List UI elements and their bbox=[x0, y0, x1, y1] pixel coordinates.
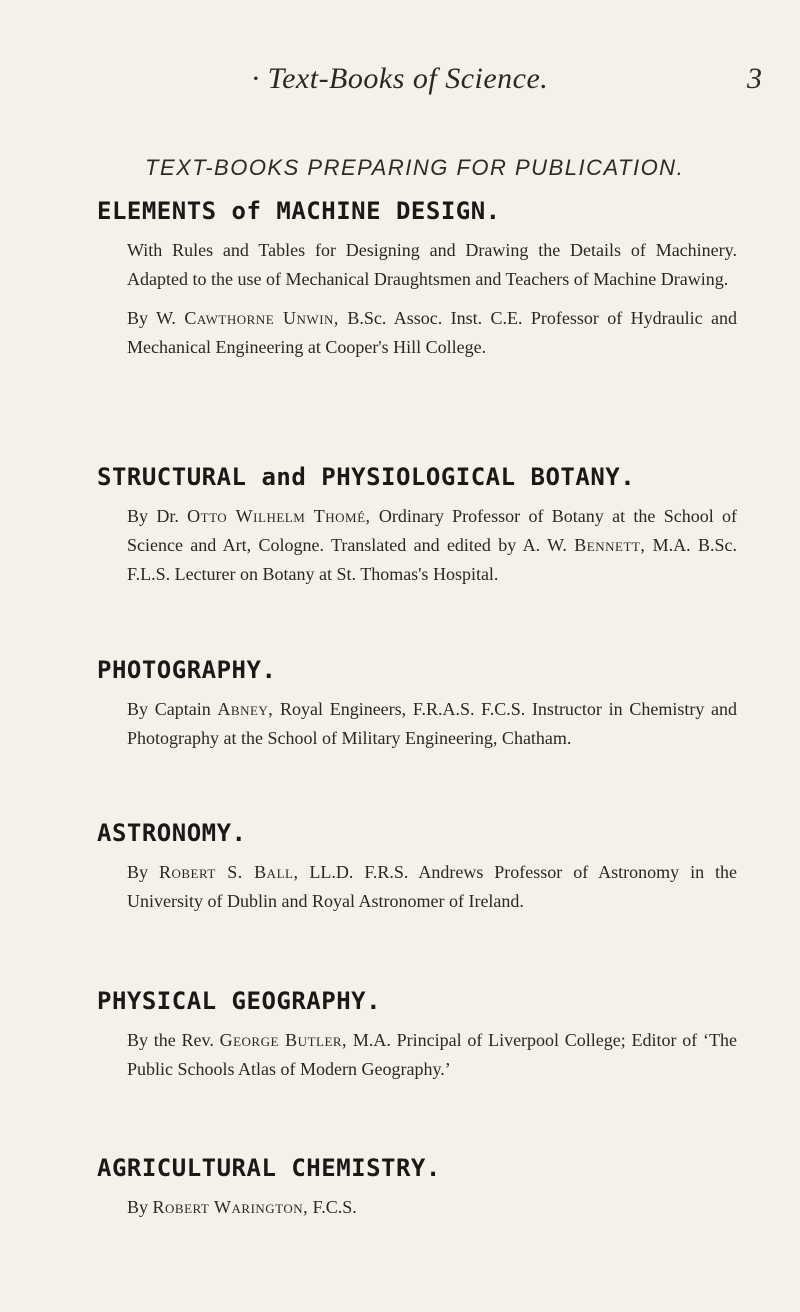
entry-physical-geography bbox=[97, 986, 737, 1094]
author-details: M.A. Principal of Liverpool College; Editor of ‘The Public Schools Atlas of Modern Geography.’ bbox=[127, 1030, 738, 1079]
entry-author bbox=[127, 502, 737, 589]
author-details: F.C.S. bbox=[312, 1197, 357, 1217]
running-head bbox=[0, 62, 800, 102]
author-prefix: By the Rev. bbox=[127, 1030, 214, 1050]
entry-heading: ASTRONOMY. bbox=[97, 819, 247, 847]
entry-author bbox=[127, 1026, 737, 1084]
entry-heading: PHOTOGRAPHY. bbox=[97, 656, 277, 684]
author-name: Cawthorne Unwin, bbox=[184, 308, 339, 328]
author-details: Ordinary Professor of Botany at the School of Science and Art, Cologne. Translated and edited by A. W. bbox=[127, 506, 738, 555]
entry-heading: ELEMENTS of MACHINE DESIGN. bbox=[97, 197, 501, 225]
entry-heading: AGRICULTURAL CHEMISTRY. bbox=[97, 1154, 441, 1182]
entry-heading: STRUCTURAL and PHYSIOLOGICAL BOTANY. bbox=[97, 463, 636, 491]
entry-description: With Rules and Tables for Designing and Drawing the Details of Machinery. Adapted to the use of Mechanical Draughtsmen and Teachers of Machine Drawing. bbox=[127, 240, 737, 289]
entry-machine-design bbox=[97, 196, 737, 372]
page-number: 3 bbox=[747, 62, 762, 95]
running-head-title: · Text-Books of Science. bbox=[251, 62, 549, 95]
entry-agricultural-chemistry bbox=[97, 1153, 737, 1232]
entry-author bbox=[127, 858, 737, 916]
entry-author bbox=[127, 304, 737, 362]
author-prefix: By Captain bbox=[127, 699, 211, 719]
entry-botany bbox=[97, 462, 737, 599]
author-name: Otto Wilhelm Thomé, bbox=[187, 506, 371, 526]
author-name: Abney, bbox=[217, 699, 274, 719]
author-prefix: By W. bbox=[127, 308, 176, 328]
author-prefix: By Dr. bbox=[127, 506, 179, 526]
author-details: LL.D. F.R.S. Andrews Professor of Astronomy in the University of Dublin and Royal Astronomer of Ireland. bbox=[127, 862, 737, 911]
entry-astronomy bbox=[97, 818, 737, 926]
section-title: TEXT-BOOKS PREPARING FOR PUBLICATION. bbox=[145, 155, 685, 180]
author-prefix: By bbox=[127, 1197, 149, 1217]
author-prefix: By bbox=[127, 862, 149, 882]
entry-author bbox=[127, 1193, 737, 1222]
entry-author bbox=[127, 695, 737, 753]
author-details: B.Sc. Assoc. Inst. C.E. Professor of Hydraulic and Mechanical Engineering at Cooper's Hill College. bbox=[127, 308, 737, 357]
entry-photography bbox=[97, 655, 737, 763]
editor-name: Bennett, bbox=[574, 535, 646, 555]
author-name: Robert Warington, bbox=[152, 1197, 309, 1217]
editor-details: M.A. B.Sc. F.L.S. Lecturer on Botany at St. Thomas's Hospital. bbox=[127, 535, 738, 584]
entry-heading: PHYSICAL GEOGRAPHY. bbox=[97, 987, 382, 1015]
author-name: George Butler, bbox=[219, 1030, 348, 1050]
author-name: Robert S. Ball, bbox=[158, 862, 299, 882]
author-details: Royal Engineers, F.R.A.S. F.C.S. Instructor in Chemistry and Photography at the School of Military Engineering, Chatham. bbox=[127, 699, 738, 748]
